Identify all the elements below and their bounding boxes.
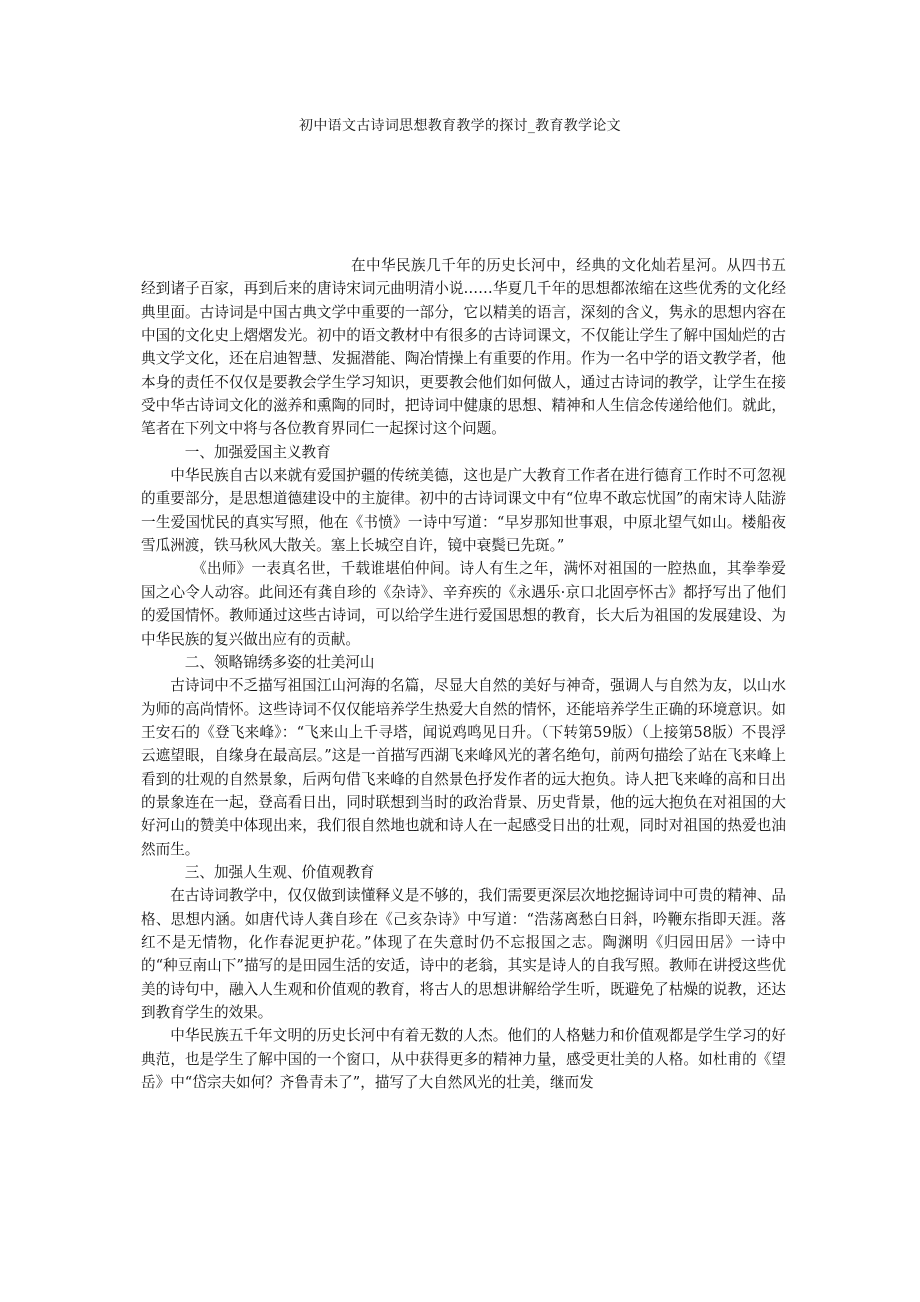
section-heading-1: 一、加强爱国主义教育 (184, 443, 331, 461)
paragraph-3: 古诗词中不乏描写祖国江山河海的名篇，尽显大自然的美好与神奇，强调人与自然为友，以山水为师的高尚情怀。这些诗词不仅仅能培养学生热爱大自然的情怀，还能培养学生正确的环境意识。如王安石的《登飞来峰》：“飞来山上千寻塔，闻说鸡鸣见日升。（下转第59版）（上接第58版）不畏浮云遮望眼，自缘身在最高层。”这是一首描写西湖飞来峰风光的著名绝句，前两句描绘了站在飞来峰上看到的壮观的自然景象，后两句借飞来峰的自然景色抒发作者的远大抱负。诗人把飞来峰的高和日出的景象连在一起，登高看日出，同时联想到当时的政治背景、历史背景，他的远大抱负在对祖国的大好河山的赞美中体现出来，我们很自然地也就和诗人在一起感受日出的壮观，同时对祖国的热爱也油然而生。 (141, 677, 786, 858)
paragraph-5: 中华民族五千年文明的历史长河中有着无数的人杰。他们的人格魅力和价值观都是学生学习的好典范，也是学生了解中国的一个窗口，从中获得更多的精神力量，感受更壮美的人格。如杜甫的《望岳》中“岱宗夫如何？齐鲁青未了”，描写了大自然风光的壮美，继而发 (141, 1027, 786, 1092)
document-title: 初中语文古诗词思想教育教学的探讨_教育教学论文 (299, 118, 621, 134)
paragraph-2: 《出师》一表真名世，千载谁堪伯仲间。诗人有生之年，满怀对祖国的一腔热血，其拳拳爱国之心令人动容。此间还有龚自珍的《杂诗》、辛弃疾的《永遇乐·京口北固亭怀古》都抒写出了他们的爱国情怀。教师通过这些古诗词，可以给学生进行爱国思想的教育，长大后为祖国的发展建设、为中华民族的复兴做出应有的贡献。 (141, 560, 786, 648)
intro-paragraph: 在中华民族几千年的历史长河中，经典的文化灿若星河。从四书五经到诸子百家，再到后来的唐诗宋词元曲明清小说……华夏几千年的思想都浓缩在这些优秀的文化经典里面。古诗词是中国古典文学中重要的一部分，它以精美的语言，深刻的含义，隽永的思想内容在中国的文化史上熠熠发光。初中的语文教材中有很多的古诗词课文，不仅能让学生了解中国灿烂的古典文学文化，还在启迪智慧、发掘潜能、陶冶情操上有重要的作用。作为一名中学的语文教学者，他本身的责任不仅仅是要教会学生学习知识，更要教会他们如何做人，通过古诗词的教学，让学生在接受中华古诗词文化的滋养和熏陶的同时，把诗词中健康的思想、精神和人生信念传递给他们。就此，笔者在下列文中将与各位教育界同仁一起探讨这个问题。 (141, 257, 786, 438)
document-body (141, 254, 786, 1094)
section-heading-3: 三、加强人生观、价值观教育 (184, 863, 375, 881)
section-heading-2: 二、领略锦绣多姿的壮美河山 (184, 653, 375, 671)
paragraph-1: 中华民族自古以来就有爱国护疆的传统美德，这也是广大教育工作者在进行德育工作时不可忽视的重要部分，是思想道德建设中的主旋律。初中的古诗词课文中有“位卑不敢忘忧国”的南宋诗人陆游一生爱国忧民的真实写照，他在《书愤》一诗中写道：“早岁那知世事艰，中原北望气如山。楼船夜雪瓜洲渡，铁马秋风大散关。塞上长城空自许，镜中衰鬓已先斑。” (141, 467, 786, 555)
paragraph-4: 在古诗词教学中，仅仅做到读懂释义是不够的，我们需要更深层次地挖掘诗词中可贵的精神、品格、思想内涵。如唐代诗人龚自珍在《己亥杂诗》中写道：“浩荡离愁白日斜，吟鞭东指即天涯。落红不是无情物，化作春泥更护花。”体现了在失意时仍不忘报国之志。陶渊明《归园田居》一诗中的“种豆南山下”描写的是田园生活的安适，诗中的老翁，其实是诗人的自我写照。教师在讲授这些优美的诗句中，融入人生观和价值观的教育，将古人的思想讲解给学生听，既避免了枯燥的说教，还达到教育学生的效果。 (141, 887, 786, 1021)
